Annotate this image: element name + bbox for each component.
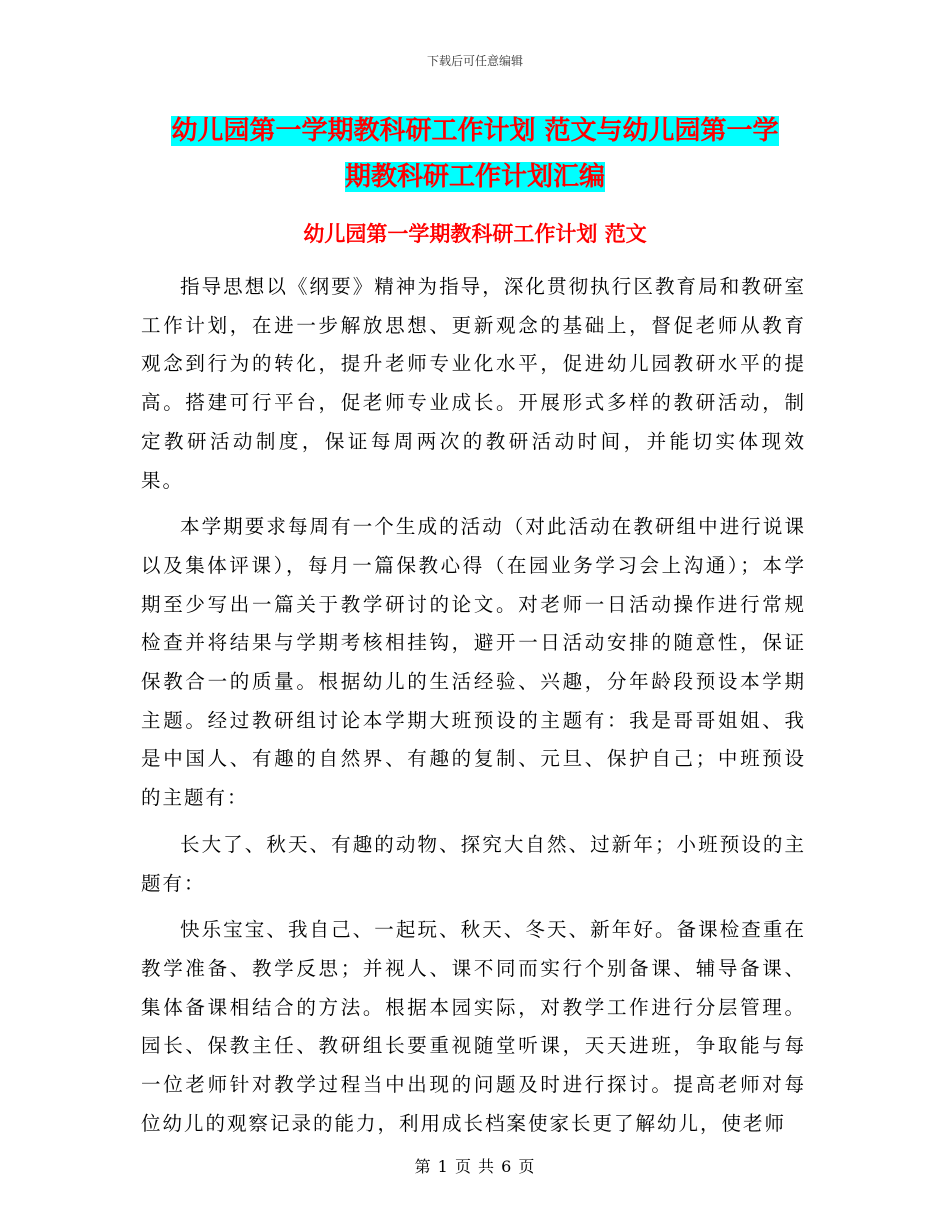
document-title — [140, 108, 810, 200]
title-line-2: 期教科研工作计划汇编 — [344, 162, 605, 192]
header-note: 下载后可任意编辑 — [426, 54, 523, 68]
section-title: 幼儿园第一学期教科研工作计划 范文 — [303, 222, 647, 246]
document-body — [141, 268, 806, 1151]
paragraph: 快乐宝宝、我自己、一起玩、秋天、冬天、新年好。备课检查重在教学准备、教学反思；并视人、课不同而实行个别备课、辅导备课、集体备课相结合的方法。根据本园实际，对教学工作进行分层管理。园长、保教主任、教研组长要重视随堂听课，天天进班，争取能与每一位老师针对教学过程当中出现的问题及时进行探讨。提高老师对每位幼儿的观察记录的能力，利用成长档案使家长更了解幼儿，使老师 — [141, 918, 806, 1135]
paragraph: 指导思想以《纲要》精神为指导，深化贯彻执行区教育局和教研室工作计划，在进一步解放思想、更新观念的基础上，督促老师从教育观念到行为的转化，提升老师专业化水平，促进幼儿园教研水平的提高。搭建可行平台，促老师专业成长。开展形式多样的教研活动，制定教研活动制度，保证每周两次的教研活动时间，并能切实体现效果。 — [141, 275, 806, 492]
page-footer: 第 1 页 共 6 页 — [414, 1157, 536, 1176]
paragraph: 本学期要求每周有一个生成的活动（对此活动在教研组中进行说课以及集体评课），每月一篇保教心得（在园业务学习会上沟通）；本学期至少写出一篇关于教学研讨的论文。对老师一日活动操作进行常规检查并将结果与学期考核相挂钩，避开一日活动安排的随意性，保证保教合一的质量。根据幼儿的生活经验、兴趣，分年龄段预设本学期主题。经过教研组讨论本学期大班预设的主题有：我是哥哥姐姐、我是中国人、有趣的自然界、有趣的复制、元旦、保护自己；中班预设的主题有： — [141, 515, 806, 810]
paragraph: 长大了、秋天、有趣的动物、探究大自然、过新年；小班预设的主题有： — [141, 832, 806, 895]
title-line-1: 幼儿园第一学期教科研工作计划 范文与幼儿园第一学 — [171, 116, 779, 146]
